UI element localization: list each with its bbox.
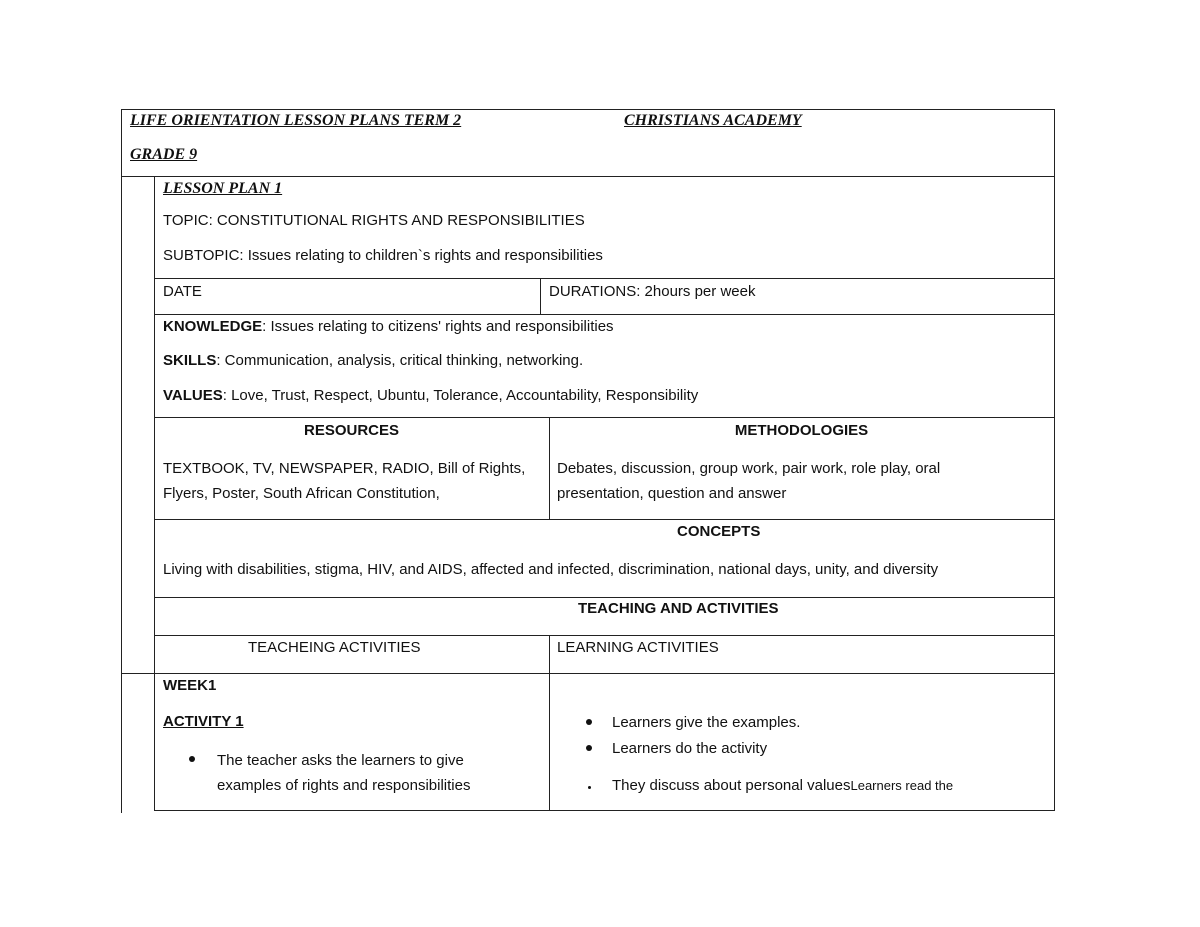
school-name: CHRISTIANS ACADEMY <box>624 112 802 129</box>
teacher-bullet <box>189 756 195 762</box>
concepts-heading: CONCEPTS <box>677 523 761 540</box>
table-top-rule <box>121 109 1055 110</box>
learning-activities-column-header: LEARNING ACTIVITIES <box>557 639 719 656</box>
skills-line <box>163 352 583 370</box>
columns-bottom-rule <box>121 673 1055 674</box>
topic-bottom-rule <box>154 278 1055 279</box>
week-label: WEEK1 <box>163 677 217 694</box>
knowledge-label: KNOWLEDGE <box>163 318 263 335</box>
document-title: LIFE ORIENTATION LESSON PLANS TERM 2 <box>130 112 462 129</box>
learner-activity-1: Learners give the examples. <box>612 714 801 731</box>
learner-activity-3-text: They discuss about personal values <box>612 777 851 794</box>
knowledge-text: : Issues relating to citizens' rights and responsibilities <box>262 318 614 335</box>
learner-activity-3 <box>612 777 953 795</box>
resources-heading: RESOURCES <box>303 422 400 439</box>
lesson-plan-title: LESSON PLAN 1 <box>163 180 283 197</box>
date-label: DATE <box>163 283 202 300</box>
date-bottom-rule <box>154 314 1055 315</box>
values-line <box>163 387 698 405</box>
values-label: VALUES <box>163 387 223 404</box>
learner-bullet-2 <box>586 745 592 751</box>
methodologies-line-2: presentation, question and answer <box>557 485 787 502</box>
resources-line-2: Flyers, Poster, South African Constitution, <box>163 485 440 502</box>
resources-bottom-rule <box>154 519 1055 520</box>
date-divider <box>540 278 541 314</box>
teaching-heading-bottom-rule <box>154 635 1055 636</box>
activity-heading: ACTIVITY 1 <box>163 713 244 730</box>
teacher-activity-line-2: examples of rights and responsibilities <box>217 777 471 794</box>
inner-border-left <box>154 176 155 811</box>
table-border-right <box>1054 109 1055 811</box>
teacher-activity-line-1: The teacher asks the learners to give <box>217 752 464 769</box>
learner-bullet-1 <box>586 719 592 725</box>
grade-label: GRADE 9 <box>130 146 198 163</box>
knowledge-line <box>163 318 614 336</box>
methodologies-heading: METHODOLOGIES <box>734 422 869 439</box>
table-bottom-rule <box>154 810 1055 811</box>
header-bottom-rule <box>121 176 1055 177</box>
learner-bullet-3 <box>588 786 591 789</box>
resources-line-1: TEXTBOOK, TV, NEWSPAPER, RADIO, Bill of Rights, <box>163 460 526 477</box>
columns-divider <box>549 635 550 811</box>
concepts-text: Living with disabilities, stigma, HIV, and AIDS, affected and infected, discrimination, national days, unity, and diversity <box>163 561 939 578</box>
learner-activity-3-continued: Learners read the <box>850 778 954 793</box>
skills-text: : Communication, analysis, critical thinking, networking. <box>216 352 584 369</box>
values-text: : Love, Trust, Respect, Ubuntu, Tolerance, Accountability, Responsibility <box>222 387 699 404</box>
methodologies-line-1: Debates, discussion, group work, pair work, role play, oral <box>557 460 941 477</box>
concepts-bottom-rule <box>154 597 1055 598</box>
learner-activity-2: Learners do the activity <box>612 740 768 757</box>
values-bottom-rule <box>154 417 1055 418</box>
table-border-left <box>121 109 122 813</box>
duration-label: DURATIONS: 2hours per week <box>549 283 756 300</box>
subtopic-line: SUBTOPIC: Issues relating to children`s rights and responsibilities <box>163 247 603 264</box>
topic-line: TOPIC: CONSTITUTIONAL RIGHTS AND RESPONSIBILITIES <box>163 212 585 229</box>
skills-label: SKILLS <box>163 352 217 369</box>
teaching-heading: TEACHING AND ACTIVITIES <box>578 600 779 617</box>
teaching-activities-column-header: TEACHEING ACTIVITIES <box>248 639 421 656</box>
